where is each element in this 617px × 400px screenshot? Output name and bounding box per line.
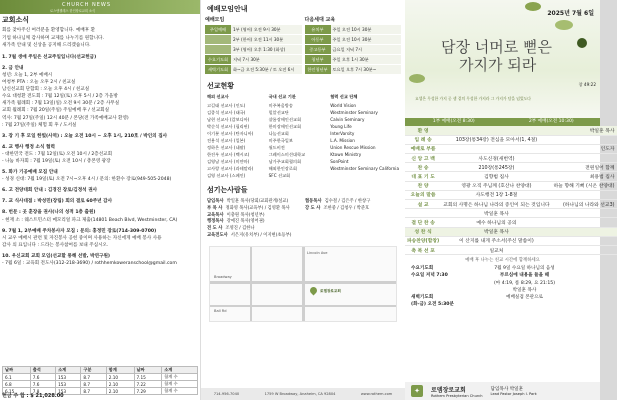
table-header-cell: 날짜 (134, 367, 162, 374)
server-names: 조한중 / 김청우 / 박준호 (323, 205, 370, 211)
worship-order-table (405, 126, 617, 255)
schedule-row (305, 55, 402, 64)
news-item: - 7월 6일 : 교육회 전도사(312-218-3690) / rothhemkoweranschool@gmail.com (2, 261, 177, 267)
worship-item-detail: 예수 하나님의 공의 (441, 218, 551, 227)
schedule-row (205, 45, 302, 54)
schedule-label: 아동부 (305, 35, 331, 44)
olive-leaf-icon (525, 2, 541, 11)
mission-item: L.A. Mission (330, 138, 355, 143)
server-role: 전 도 사 (207, 226, 223, 232)
mission-item: 해외한인장로회 (268, 166, 297, 171)
mission-item: Westminster Seminary California (330, 166, 400, 171)
order-of-worship-panel (405, 0, 615, 400)
table-cell: 7.15 (134, 374, 162, 381)
mission-item: 김영 선교사 (스페인) (207, 173, 246, 178)
table-header-cell: 출석 (30, 367, 55, 374)
mission-item: Westminster Seminary (330, 110, 378, 115)
missions-column-head: 협력 선교 단체 (330, 94, 358, 99)
table-cell: 7.29 (134, 388, 162, 395)
worship-item-person: (하나님의 나라와 선교3) (552, 200, 617, 209)
news-item: 수요 대청환 전도회 : 7월 12일(토) 오후 5시 / 2층 가을방 (2, 94, 118, 100)
server-row (207, 206, 301, 213)
news-item: - 현재 소 : 웨스트민스터 메모리얼 파크 제출(14801 Beach Blvd, Westminster, CA) (2, 217, 178, 223)
news-item: - 성경 신대: 7월 19일(토) 오전 7시~오후 4시 / 문의: 한환수 장로(949-505-2048) (2, 177, 172, 183)
worship-item-person (552, 135, 617, 144)
wed-verse: (마 4:19, 룸 8:29, 요 21:15) (494, 280, 555, 286)
attendance-table (2, 366, 198, 395)
worship-row (405, 236, 617, 245)
service-time-1: 1부 예배(오전 8:30) (432, 119, 475, 124)
news-panel (0, 0, 200, 400)
mission-item: 밀알선교단 (268, 110, 289, 115)
mission-item: Young Life (330, 124, 352, 129)
servers-list (201, 197, 405, 242)
worship-item-person (552, 218, 617, 227)
server-names: 박일훈 목사(당회/교회관계/설교) (226, 199, 289, 204)
worship-item-detail: 교회의 사명은 하나님 나라의 증인이 되는 것입니다 (441, 200, 551, 209)
worship-row (405, 190, 617, 199)
schedule-value: 금요일 저녁 7시 (331, 45, 402, 54)
worship-item-person: 인도자 (552, 144, 617, 153)
worship-item-person (552, 227, 617, 236)
worship-item-person: 박일훈 목사 (552, 126, 617, 135)
missions-list (201, 93, 405, 179)
server-role: 부 목 사 (207, 205, 223, 211)
table-cell: 2.10 (106, 388, 134, 395)
table-cell: 153 (56, 381, 81, 388)
mission-item: 김영남 선교사 (미얀마) (207, 159, 250, 164)
news-item: 청년: 오늘 1, 2부 예배시 (2, 72, 53, 78)
worship-item-label: 오늘의 말씀 (405, 190, 441, 199)
worship-item-label: 파송찬양(합창) (405, 236, 441, 245)
worship-schedule (205, 16, 302, 75)
news-banner (0, 0, 200, 14)
mission-item: Ktown Ministry (330, 152, 362, 157)
wed-date: 7월 9일 수요일 하나님의 음성 (494, 266, 555, 272)
missions-column-head: 해외 선교사 (207, 94, 229, 99)
worship-row (405, 172, 617, 181)
weekday-services (405, 255, 600, 310)
worship-row (405, 135, 617, 144)
table-cell: 6.1 (3, 374, 31, 381)
news-item: 새가족 월례회 : 7월 13일(일) 오전 9시 30분 / 2층 사무실 (2, 101, 120, 107)
worship-row (405, 227, 617, 236)
worship-row (405, 126, 617, 135)
education-schedule (305, 16, 402, 75)
sermon-headline (441, 38, 552, 74)
service-times (405, 118, 600, 126)
table-header-cell: 날짜 (3, 367, 31, 374)
worship-row (405, 154, 617, 163)
server-role: 교육목사 (207, 212, 224, 218)
lead-pastor-en: Lead Pastor Joseph I. Park (490, 392, 537, 396)
mission-item: 남현 선교사 (캄보디아) (207, 117, 250, 122)
worship-item-detail: 영광 오직 주님께 (호산나 찬양대) (441, 181, 551, 190)
news-item: - 대한민국 전도 : 7월 12일(토) 오전 10시 / 2층선교회 (2, 151, 113, 157)
schedule-label: 새벽기도회 (205, 65, 231, 74)
server-names: 조영진 / 김한나 (225, 226, 255, 232)
worship-row (405, 218, 617, 227)
schedule-label: 수요기도회 (205, 55, 231, 64)
table-cell: 8.7 (81, 381, 106, 388)
service-time-2: 2부 예배(오전 10:30) (528, 119, 574, 124)
mission-item: 정하은 선교사 (네팔) (207, 145, 246, 150)
mission-item: 샬롬장애인선교회 (268, 117, 301, 122)
table-header-cell: 소계 (56, 367, 81, 374)
news-item: 남신선교회 단합회 : 오늘 오후 4시 / 친교실 (2, 87, 90, 93)
worship-item-person (552, 190, 617, 199)
wed-time: 수요일 저녁 7:30 (411, 273, 448, 279)
worship-item-label (405, 209, 441, 218)
news-title: 교회소식 (2, 16, 30, 24)
headline-line: 가지가 되라 (459, 56, 537, 74)
news-list (0, 54, 200, 267)
news-item: 10. 우신교회 교회 모임(선교할 통해 선발, 박연구원) (2, 253, 110, 259)
news-item: 1. 7월 생애 주일은 선교주일입니다(선교헌금) (2, 54, 97, 60)
schedule-label: 한인청년부 (305, 65, 331, 74)
mission-item: 그레이스미션대학교 (268, 152, 306, 157)
cover-header (405, 0, 600, 118)
missions-column (269, 93, 327, 179)
news-item: 7. 교 식사대접 : 박성민(장립) 회의 결로 60주년 감사 (2, 199, 113, 205)
table-header-cell: 소계 (162, 367, 198, 374)
worship-item-label: 찬 송 (405, 163, 441, 172)
dawn-time: (화-금) 오전 5:30분 (411, 302, 454, 308)
table-cell: 6.8 (3, 381, 31, 388)
table-cell: 2.10 (106, 381, 134, 388)
map-street-label: Lincoln Ave (307, 250, 328, 255)
phone-number[interactable]: 714-956-7040 (213, 392, 240, 396)
news-item: 4. 교 행사 행정 소식 협력 (2, 144, 55, 150)
mission-item: Calvin Seminary (330, 117, 365, 122)
schedule-label: 주일예배 (205, 25, 231, 34)
server-role: 협동목사 (305, 199, 322, 204)
mission-item: InterVarsity (330, 131, 355, 136)
wed-pastor: 박일훈 목사 (512, 287, 537, 293)
worship-item-detail: 이 산지를 내게 주소서(주신 말씀이) (441, 236, 551, 245)
location-map[interactable] (209, 246, 397, 322)
news-item: 3. 장 기 후 모일 한빛(사역) : 오늘 오전 10시 ~ 오후 1시, 210호 / 박인의 집사 (2, 133, 168, 139)
mission-item: 김종석 선교사 (태국) (207, 110, 246, 115)
servers-title: 섬기는사람들 (207, 186, 248, 194)
schedule-value: 1부 (영어) 오전 9시 30분 (231, 25, 302, 34)
table-header-row (3, 367, 198, 374)
offering-total: 헌금 주 합 : $ 21,028.00 (2, 393, 64, 399)
schedule-label: 중고등부 (305, 45, 331, 54)
news-item: 2. 금 안내 (2, 65, 24, 71)
table-cell: 7.22 (134, 381, 162, 388)
worship-row (405, 163, 617, 172)
worship-item-label: 결 단 찬 송 (405, 218, 441, 227)
mission-item: 미주한국일보 (268, 138, 293, 143)
church-logo-icon: ✦ (411, 385, 423, 397)
worship-item-person (552, 154, 617, 163)
schedule-value: 3부 (영어) 오후 1:30 (화상) (231, 45, 302, 54)
worship-item-detail: 김향범 집사 (441, 172, 551, 181)
address: 1759 W Broadway, Anaheim, CA 92804 (264, 392, 336, 396)
mission-item: SFC 선교회 (268, 173, 291, 178)
map-street-label: Broadway (214, 274, 232, 279)
schedule-row (205, 65, 302, 74)
news-item: : 7월 27일(주일) 체험 회 후 / 도서실 (2, 122, 77, 128)
schedule-label (205, 45, 231, 54)
dawn-place: 예배실겸 본관으로 (506, 294, 543, 300)
worship-item-person: 최용범 집사 (552, 172, 617, 181)
worship-item-label: 찬 양 (405, 181, 441, 190)
mission-item: 월드비전 (268, 145, 285, 150)
mission-item: 한미장애인선교회 (268, 124, 301, 129)
worship-item-label: 입 례 송 (405, 135, 441, 144)
schedule-value: 토요일 오후 7시 30분~ (331, 65, 402, 74)
worship-item-person (552, 236, 617, 245)
table-cell: 합계 수 (162, 381, 198, 388)
worship-item-label: 대 표 기 도 (405, 172, 441, 181)
fellowship-note: 예배 후 나누는 친교 시간에 함께하세요 (465, 258, 540, 264)
schedule-value: 주일 오후 1시 30분 (331, 55, 402, 64)
bulletin-date: 2025년 7월 6일 (547, 10, 594, 17)
education-schedule-head: 다음세대 교육 (304, 17, 336, 23)
server-row (207, 199, 301, 206)
schedule-row (205, 35, 302, 44)
map-church-label: 로뎀장로교회 (320, 288, 341, 293)
worship-item-detail: 210장(통245장) (441, 163, 551, 172)
worship-item-detail: 박일훈 목사 (441, 227, 551, 236)
worship-item-detail: 사도신경(새번역) (441, 154, 551, 163)
missions-column (207, 93, 265, 179)
table-cell: 153 (56, 374, 81, 381)
news-item: 6. 고 전양대회 안내 : 김경진 장로/김정석 권사 (2, 188, 98, 194)
intro-line: 회를 찾아주신 여러분을 환영합니다. 예배후 환 (2, 28, 96, 33)
mission-item: 미주복음방송 (268, 103, 293, 108)
schedule-row (205, 25, 302, 34)
olive-leaf-icon (409, 74, 425, 83)
schedule-panel (200, 0, 405, 400)
worship-row (405, 144, 617, 153)
worship-item-label: 축 복 선 포 (405, 245, 441, 254)
worship-item-detail (441, 144, 551, 153)
schedule-title: 예배모임안내 (207, 5, 248, 13)
worship-item-label: 신 앙 고 백 (405, 154, 441, 163)
server-names: 김수철 / 김은주 / 한창구 (324, 199, 371, 204)
schedule-row (305, 35, 402, 44)
server-row (305, 213, 399, 220)
worship-item-person: 전원일어 함께 (552, 163, 617, 172)
missions-title: 선교현황 (207, 82, 235, 90)
worship-item-label: 성 찬 식 (405, 227, 441, 236)
schedule-row (305, 65, 402, 74)
schedule-label (205, 35, 231, 44)
worship-schedule-head: 예배모임 (205, 17, 225, 23)
table-cell: 6.15 (3, 388, 31, 395)
news-item: 감사 의 표입니다 : 드라는 봉사참여를 보내 주십시오. (2, 242, 109, 248)
table-cell: 합계 수 (162, 374, 198, 381)
table-cell: 합계 수 (162, 388, 198, 395)
table-cell: 2.10 (106, 374, 134, 381)
mission-item: 고길태 선교사 (인도) (207, 103, 246, 108)
worship-item-person: 하늘 향해 기뻐 (시온 찬양대) (552, 181, 617, 190)
table-header-cell: 구분 (81, 367, 106, 374)
server-role: 담임목사 (207, 199, 224, 204)
olive-leaf-icon (555, 20, 573, 30)
news-item: 시 교우 예배시 관련 및 자진봉사 공헌 중이며 사용하는 자신에게 예배 봉사 사용 (2, 235, 162, 241)
worship-item-detail (441, 126, 551, 135)
mission-item: World Vision (330, 103, 357, 108)
map-pin-icon (309, 285, 319, 295)
schedule-row (305, 45, 402, 54)
server-role: 강 도 사 (305, 205, 321, 211)
olive-fruit-icon (577, 38, 587, 48)
schedule-label: 유치부 (305, 25, 331, 34)
table-cell: 153 (56, 388, 81, 395)
schedule-value: 주일 오전 10시 30분 (331, 35, 402, 44)
worship-item-person (552, 245, 617, 254)
dawn-title: 새벽기도회 (411, 294, 434, 300)
banner-word: CHURCH NEWS (62, 2, 111, 8)
mission-item: 남가주교회협의회 (268, 159, 301, 164)
wed-title: 수요기도회 (411, 266, 434, 272)
worship-row (405, 200, 617, 209)
mission-item: 전용석 선교사 (일본) (207, 138, 246, 143)
worship-item-label: 예배로 부름 (405, 144, 441, 153)
mission-item: 이기분 선교사 (탄자니아) (207, 131, 254, 136)
news-intro (0, 24, 200, 50)
news-item: 여청부 PTA : 오늘 오후 2시 / 친교실 (2, 80, 76, 86)
schedule-value: 저녁 7시 30분 (231, 55, 302, 64)
schedule-value: 2부 (한어) 오전 11시 30분 (231, 35, 302, 44)
schedule-label: 청년부 (305, 55, 331, 64)
server-names: 이충원 목사(청년부) (226, 212, 265, 218)
schedule-value: 주일 오전 10시 30분 (331, 25, 402, 34)
verse-text: 요셉은 무성한 가지 곧 샘 곁의 무성한 가지라 그 가지가 담을 넘었도다 (415, 96, 531, 101)
worship-item-label: 설 교 (405, 200, 441, 209)
worship-row (405, 209, 617, 218)
worship-item-detail: 일교처 (441, 245, 551, 254)
table-cell: 7.6 (30, 381, 55, 388)
lead-pastor: 담임목사 박일훈 (490, 387, 524, 392)
mission-item: SonPoint (330, 159, 349, 164)
worship-row (405, 181, 617, 190)
news-item: 9. 7월 1, 2부예배 주차봉사자 모집 : 문의: 홍정민 장로(714-309-0700) (2, 228, 157, 234)
table-cell: 7.8 (30, 388, 55, 395)
mission-item: 박순석 선교사 (필리핀) (207, 124, 250, 129)
table-cell: 7.6 (30, 374, 55, 381)
server-names: 강예진 목사(영어권) (226, 219, 265, 225)
server-row (305, 199, 399, 206)
intro-line: 기업 하나님께 감사하며 교제를 나누기를 원합니다. (2, 35, 104, 41)
worship-row (405, 245, 617, 254)
server-row (305, 206, 399, 213)
worship-item-detail: 103장(통34장) 전심을 모아서(1, 4절) (441, 135, 551, 144)
headline-line: 담장 너머로 뻗은 (441, 38, 552, 56)
server-row (207, 226, 301, 233)
table-row (3, 381, 198, 388)
mission-item: 나눔선교회 (268, 131, 289, 136)
worship-item-label: 환 영 (405, 126, 441, 135)
news-item: 교회 월례회 : 7월 20일(주일) 주일예배 후 / 선교회실 (2, 108, 110, 114)
mission-item: Union Rescue Mission (330, 145, 376, 150)
worship-item-detail: 사도행전 1장 1-8절 (441, 190, 551, 199)
verse-reference: 창 49:22 (578, 82, 596, 87)
church-name-en: Rothem Presbyterian Church (431, 393, 483, 398)
missions-column-head: 국내 선교 기관 (268, 94, 296, 99)
table-row (3, 374, 198, 381)
server-row (207, 233, 301, 240)
table-cell: 8.7 (81, 374, 106, 381)
schedule-value: 화~금 오전 5:30분 / 토 오전 6시 (231, 65, 302, 74)
contact-bar (201, 388, 405, 400)
worship-item-person (552, 209, 617, 218)
worship-item-detail: 박일훈 목사 (441, 209, 551, 218)
missions-column (330, 93, 399, 179)
news-item: - 나눔 바자회 : 7월 19일(토) 오전 10시 / 총본영 광장 (2, 159, 111, 164)
banner-subtitle: 로스앤젤레스 한인장로교회 소식 (50, 9, 96, 13)
news-item: 역사: 7월 27일(주일) 12시 40분 / 본당(전 가족예배교사 환영) (2, 115, 129, 121)
church-footer (405, 382, 600, 400)
server-names: 정화영 목사(교육부) / 김영환 목사 (225, 205, 290, 211)
map-street-label: Ball Rd (214, 308, 227, 313)
server-role: 행정목사 (207, 219, 224, 225)
server-names: 서은지(유치부) / 이지현(초등부) (230, 232, 292, 238)
table-header-cell: 합계 (106, 367, 134, 374)
mission-item: 고사랑 선교사 (과테말라) (207, 166, 254, 171)
news-item: 8. 번문 : 곳 훈장을 권사(나의 성적 1층 출원) (2, 210, 96, 216)
schedule-grid (201, 16, 405, 75)
schedule-row (205, 55, 302, 64)
website-link[interactable]: www.rothem.com (360, 392, 393, 396)
news-item: 5. 화가 기공예배 모집 안내 (2, 170, 58, 176)
church-name: 로뎀장로교회 (431, 386, 466, 394)
schedule-row (305, 25, 402, 34)
intro-line: 새가족 안내 및 신상을 공지해 드리겠습니다. (2, 43, 91, 49)
wed-topic: 부르심에 내용을 들을 때 (499, 273, 550, 279)
table-cell: 8.7 (81, 388, 106, 395)
mission-item: 한진우 선교사 (멕시코) (207, 152, 250, 157)
server-role: 교육전도사 (207, 232, 228, 238)
